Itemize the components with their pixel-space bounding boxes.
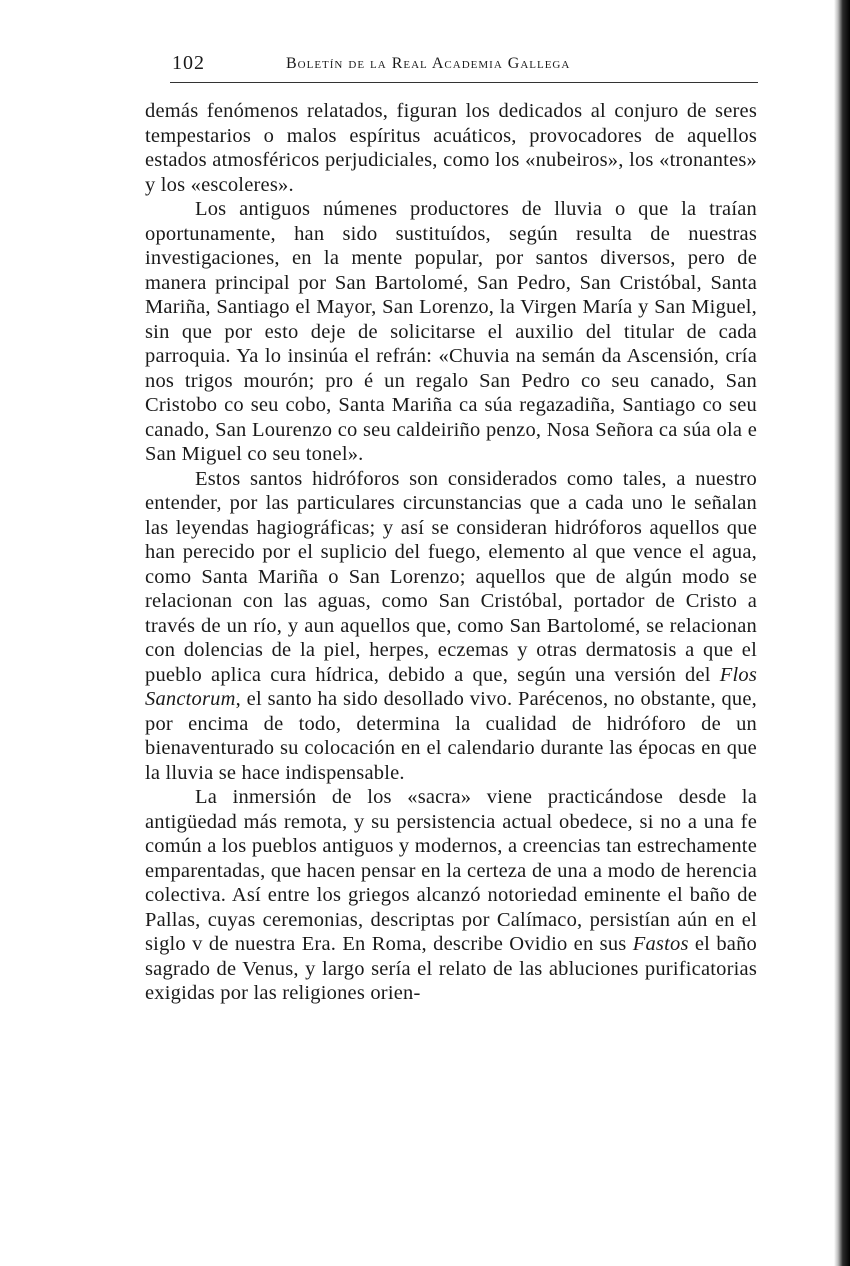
paragraph-1	[145, 99, 757, 197]
paragraph-4	[145, 785, 757, 1006]
body-text	[145, 99, 757, 1006]
scanned-page-edge	[834, 0, 850, 1266]
paragraph-text: Los antiguos númenes productores de lluvia o que la traían oportunamente, han sido sustituídos, según resulta de nuestras investigaciones, en la mente popular, por santos diversos, pero de manera principal por San Bartolomé, San Pedro, San Cristóbal, Santa Mariña, Santiago el Mayor, San Lorenzo, la Virgen María y San Miguel, sin que por esto deje de solicitarse el auxilio del titular de cada parroquia. Ya lo insinúa el refrán: «Chuvia na semán da Ascensión, cría nos trigos mourón; pro é un regalo San Pedro co seu canado, San Cristobo co seu cobo, Santa Mariña ca súa regazadiña, Santiago co seu canado, San Lourenzo co seu caldeiriño penzo, Nosa Señora ca súa ola e San Miguel co seu tonel».	[145, 198, 757, 465]
italic-title-fastos: Fastos	[632, 933, 689, 955]
paragraph-3	[145, 467, 757, 786]
paragraph-text: Estos santos hidróforos son considerados como tales, a nuestro entender, por las particulares circunstancias que a cada uno le señalan las leyendas hagiográficas; y así se consideran hidróforos aquellos que han perecido por el suplicio del fuego, elemento al que vence el agua, como Santa Mariña o San Lorenzo; aquellos que de algún modo se relacionan con las aguas, como San Cristóbal, portador de Cristo a través de un río, y aun aquellos que, como San Bartolomé, se relacionan con dolencias de la piel, herpes, eczemas y otras dermatosis a que el pueblo aplica cura hídrica, debido a que, según una versión del	[145, 467, 757, 686]
paragraph-text-continued: , el santo ha sido desollado vivo. Parécenos, no obstante, que, por encima de todo, determina la cualidad de hidróforo de un bienaventurado su colocación en el calendario durante las épocas en que la lluvia se hace indispensable.	[145, 688, 757, 784]
page-number: 102	[172, 52, 205, 74]
running-title: Boletín de la Real Academia Gallega	[286, 55, 571, 72]
page-header	[140, 50, 758, 82]
paragraph-text: demás fenómenos relatados, figuran los dedicados al conjuro de seres tempestarios o malos espíritus acuáticos, provocadores de aquellos estados atmosféricos perjudiciales, como los «nubeiros», los «tronantes» y los «escoleres».	[145, 100, 757, 196]
paragraph-2	[145, 197, 757, 467]
paragraph-text: La inmersión de los «sacra» viene practicándose desde la antigüedad más remota, y su persistencia actual obedece, si no a una fe común a los pueblos antiguos y modernos, a creencias tan estrechamente emparentadas, que hacen pensar en la certeza de una a modo de herencia colectiva. Así entre los griegos alcanzó notoriedad eminente el baño de Pallas, cuyas ceremonias, descriptas por Calímaco, persistían aún en el siglo v de nuestra Era. En Roma, describe Ovidio en sus	[145, 786, 757, 955]
header-rule	[170, 82, 758, 83]
italic-title-flos-sanctorum: Flos Sanctorum	[145, 663, 757, 710]
paragraph-text-continued: el baño sagrado de Venus, y largo sería el relato de las abluciones purificatorias exigidas por las religiones orien-	[145, 933, 757, 1004]
